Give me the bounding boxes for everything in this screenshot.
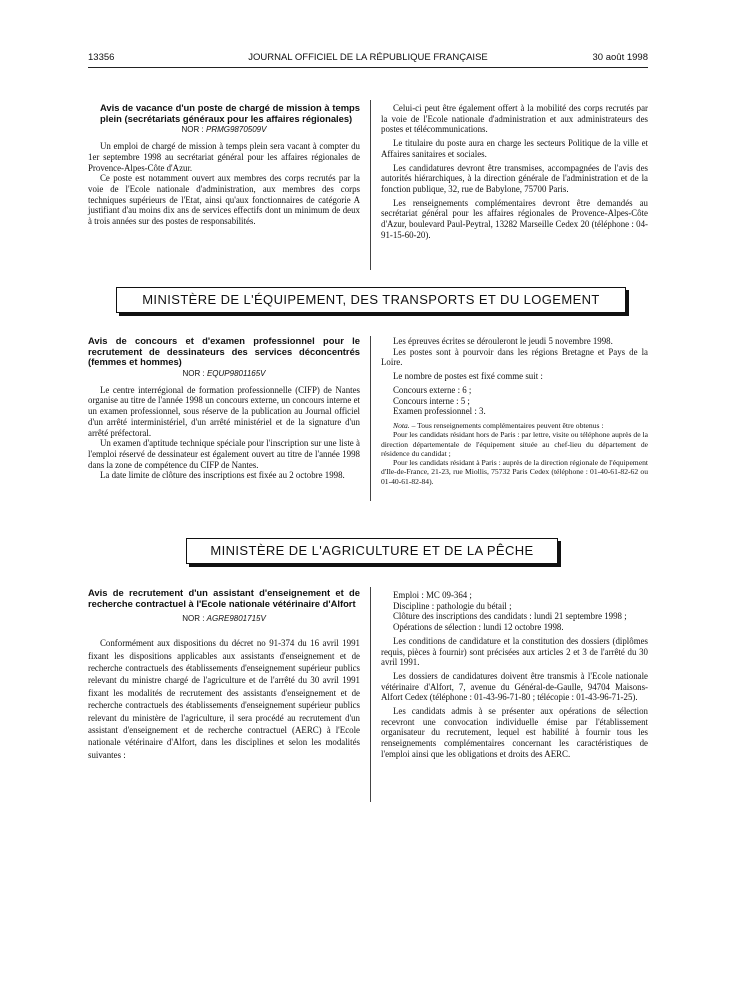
paragraph: Un emploi de chargé de mission à temps plein sera vacant à compter du 1er septembre 1998 au secrétariat général pour les affaires régionales de Provence-Alpes-Côte d'Azur. bbox=[88, 141, 360, 173]
page-number: 13356 bbox=[88, 52, 115, 63]
notice-title: Avis de recrutement d'un assistant d'enseignement et de recherche contractuel à l'Ecole nationale vétérinaire d'Alfort bbox=[88, 587, 360, 609]
paragraph: Les épreuves écrites se dérouleront le jeudi 5 novembre 1998. bbox=[393, 336, 613, 346]
list-item: Concours interne : 5 ; bbox=[393, 395, 470, 406]
notice-competition-right bbox=[381, 336, 648, 486]
list-item: Examen professionnel : 3. bbox=[393, 406, 486, 417]
paragraph: Les candidats admis à se présenter aux opérations de sélection recevront une convocation individuelle émise par l'établissement organisateur du recrutement, lequel est habilité à fournir tous les renseignements complémentaires concernant les caractéristiques de l'emploi ainsi que les obligations et droits des AERC. bbox=[381, 706, 648, 759]
column-divider bbox=[370, 587, 371, 802]
paragraph: Les dossiers de candidatures doivent être transmis à l'Ecole nationale vétérinaire d'Alfort, 7, avenue du Général-de-Gaulle, 94704 Maisons-Alfort Cedex (téléphone : 01-43-96-71-80 ; télécopie : 01-43-96-71-25). bbox=[381, 670, 648, 703]
paragraph: Le nombre de postes est fixé comme suit : bbox=[393, 371, 543, 382]
column-divider bbox=[370, 100, 371, 270]
nor-reference: NOR : PRMG9870509V bbox=[181, 125, 267, 135]
paragraph: Le titulaire du poste aura en charge les secteurs Politique de la ville et Affaires sanitaires et sociales. bbox=[381, 138, 648, 159]
paragraph: Un examen d'aptitude technique spéciale pour l'inscription sur une liste à l'emploi réservé de dessinateur est également ouvert au titre de l'année 1998 dans la zone de compétence du CIFP de Nantes. bbox=[88, 438, 360, 470]
paragraph: Les candidatures devront être transmises, accompagnées de l'avis des autorités hiérarchiques, à la direction générale de l'administration et de la fonction publique, 32, rue de Babylone, 75700 Paris. bbox=[381, 162, 648, 194]
paragraph: Conformément aux dispositions du décret no 91-374 du 16 avril 1991 fixant les dispositions applicables aux assistants d'enseignement et de recherche contractuels des établissements d'enseignement supérieur publics relevant du ministre chargé de l'agriculture et de l'arrêté du 30 avril 1991 fixant les modalités de recrutement des assistants d'enseignement et de recherche contractuels des établissements d'enseignement supérieur publics relevant du ministère de l'agriculture, il sera procédé au recrutement d'un assistant d'enseignement et de recherche contractuel (AERC) à l'Ecole nationale vétérinaire d'Alfort, dans les disciplines et selon les modalités suivantes : bbox=[88, 638, 360, 760]
notice-title: Avis de vacance d'un poste de chargé de mission à temps plein (secrétariats généraux pour les affaires régionales) bbox=[100, 102, 360, 124]
list-item: Discipline : pathologie du bétail ; bbox=[393, 600, 512, 611]
list-item: Clôture des inscriptions des candidats : lundi 21 septembre 1998 ; bbox=[393, 611, 627, 622]
nota-paragraph: Pour les candidats résidant à Paris : auprès de la direction régionale de l'équipement d'Ile-de-France, 21-23, rue Miollis, 75732 Paris Cedex (téléphone : 01-40-61-82-62 ou 01-40-61-82-84). bbox=[381, 458, 648, 486]
nota-paragraph: Nota. – Tous renseignements complémentaires peuvent être obtenus : bbox=[393, 420, 604, 430]
notice-vacancy-right bbox=[381, 103, 648, 240]
header-rule bbox=[88, 67, 648, 68]
paragraph: Les postes sont à pourvoir dans les régions Bretagne et Pays de la Loire. bbox=[381, 346, 648, 368]
notice-recruitment-left bbox=[88, 588, 360, 761]
nota-paragraph: Pour les candidats résidant hors de Paris : par lettre, visite ou téléphone auprès de la direction départementale de l'équipement située au chef-lieu du département de résidence du candidat ; bbox=[381, 430, 648, 458]
notice-competition-left bbox=[88, 336, 360, 481]
paragraph: Les conditions de candidature et la constitution des dossiers (diplômes requis, pièces à fournir) sont précisées aux articles 2 et 3 de l'arrêté du 30 avril 1991. bbox=[381, 635, 648, 668]
journal-title: JOURNAL OFFICIEL DE LA RÉPUBLIQUE FRANÇAISE bbox=[248, 52, 488, 63]
paragraph: Celui-ci peut être également offert à la mobilité des corps recrutés par la voie de l'Ecole nationale d'administration et aux administrateurs des postes et télécommunications. bbox=[381, 103, 648, 135]
page-header bbox=[88, 52, 648, 66]
list-item: Emploi : MC 09-364 ; bbox=[393, 590, 472, 600]
notice-recruitment-right bbox=[381, 590, 648, 760]
paragraph: Ce poste est notamment ouvert aux membres des corps recrutés par la voie de l'Ecole nationale d'administration, aux membres des corps techniques supérieurs de l'Etat, ainsi qu'aux fonctionnaires de catégorie A justifiant d'au moins dix ans de services effectifs dont un minimum de deux à trois années sur des postes de responsabilités. bbox=[88, 173, 360, 227]
notice-title: Avis de concours et d'examen professionnel pour le recrutement de dessinateurs des services déconcentrés (femmes et hommes) bbox=[88, 335, 360, 368]
column-divider bbox=[370, 336, 371, 501]
ministry-heading: MINISTÈRE DE L'ÉQUIPEMENT, DES TRANSPORTS ET DU LOGEMENT bbox=[116, 287, 626, 313]
nor-reference: NOR : AGRE9801715V bbox=[182, 614, 266, 624]
list-item: Opérations de sélection : lundi 12 octobre 1998. bbox=[393, 622, 564, 633]
paragraph: La date limite de clôture des inscriptions est fixée au 2 octobre 1998. bbox=[100, 470, 345, 481]
ministry-heading: MINISTÈRE DE L'AGRICULTURE ET DE LA PÊCHE bbox=[186, 538, 558, 564]
nor-reference: NOR : EQUP9801165V bbox=[182, 368, 266, 378]
list-item: Concours externe : 6 ; bbox=[393, 384, 472, 395]
issue-date: 30 août 1998 bbox=[592, 52, 648, 63]
paragraph: Les renseignements complémentaires devront être demandés au secrétariat général pour les affaires régionales de Provence-Alpes-Côte d'Azur, boulevard Paul-Peytral, 13282 Marseille Cedex 20 (téléphone : 04-91-15-60-20). bbox=[381, 197, 648, 240]
notice-vacancy-left bbox=[88, 103, 360, 227]
paragraph: Le centre interrégional de formation professionnelle (CIFP) de Nantes organise au titre de l'année 1998 un concours externe, un concours interne et un examen professionnel, sous réserve de la publication au Journal officiel d'un arrêté interministériel, d'un arrêté ministériel et de la signature d'un arrêté préfectoral. bbox=[88, 384, 360, 438]
